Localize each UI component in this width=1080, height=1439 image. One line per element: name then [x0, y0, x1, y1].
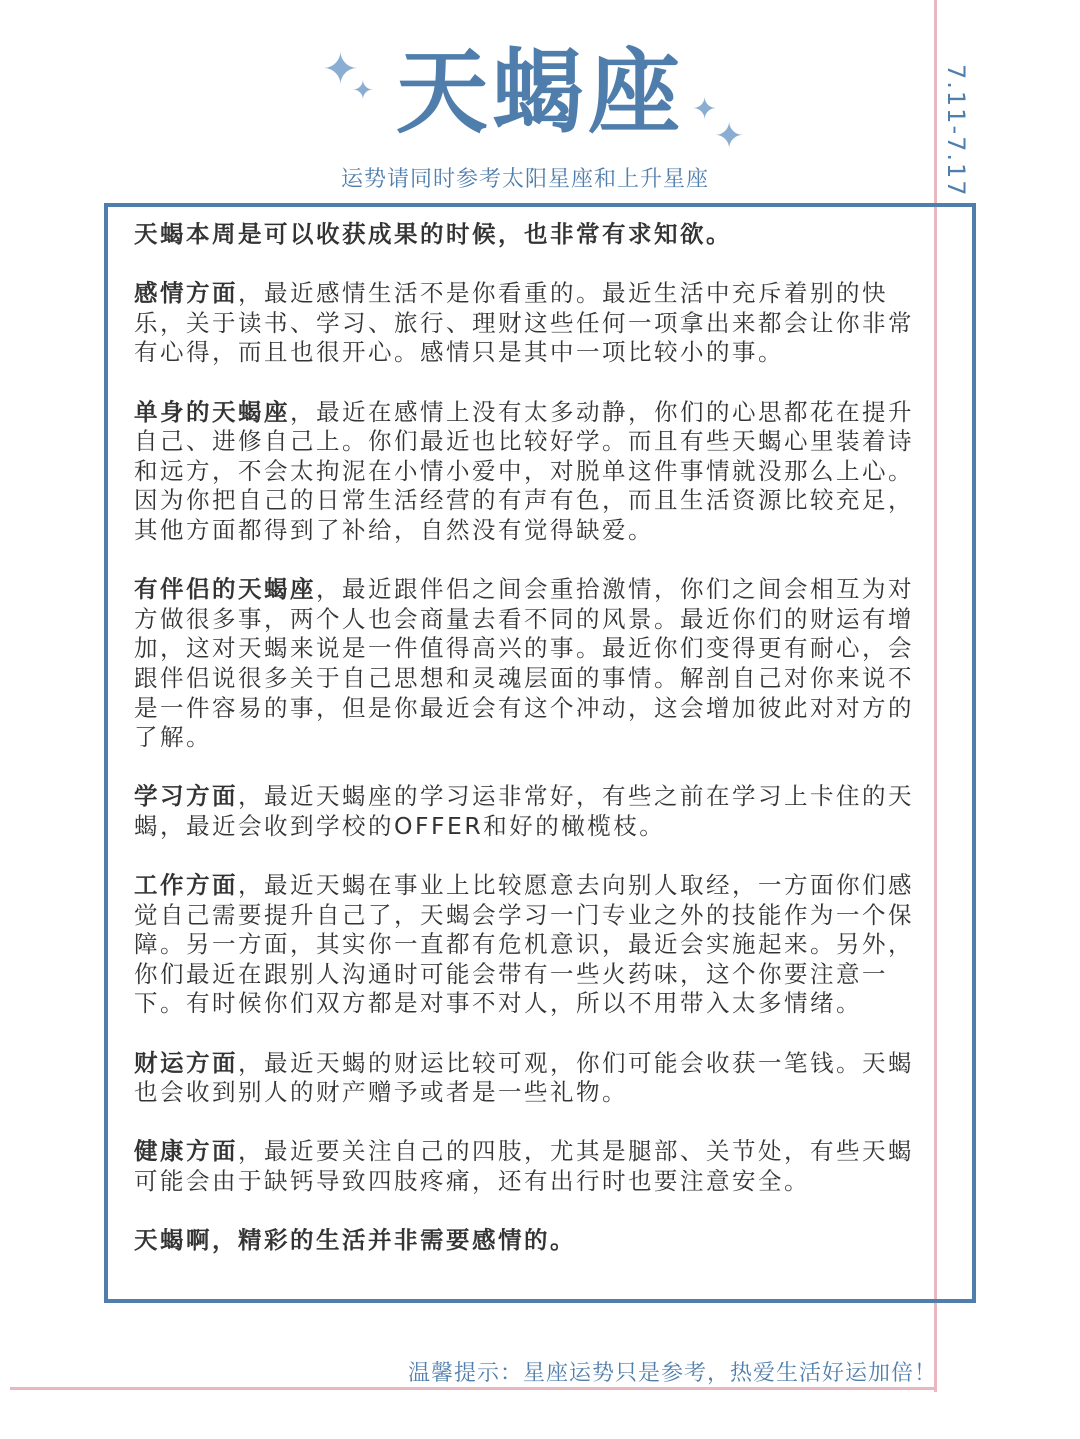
section-label: 财运方面	[134, 1048, 238, 1077]
section-work	[134, 871, 914, 1019]
footer-tip: 温馨提示：星座运势只是参考，热爱生活好运加倍！	[408, 1361, 938, 1386]
section-label: 感情方面	[134, 279, 238, 308]
section-love	[134, 279, 914, 368]
section-label: 单身的天蝎座	[134, 397, 290, 426]
section-text: ，最近天蝎座的学习运非常好，有些之前在学习上卡住的天蝎，最近会收到学校的OFFER和好的橄榄枝。	[134, 782, 914, 840]
section-text: ，最近要关注自己的四肢，尤其是腿部、关节处，有些天蝎可能会由于缺钙导致四肢疼痛，还有出行时也要注意安全。	[134, 1137, 914, 1195]
section-label: 工作方面	[134, 871, 238, 900]
section-text: ，最近感情生活不是你看重的。最近生活中充斥着别的快乐，关于读书、学习、旅行、理财这些任何一项拿出来都会让你非常有心得，而且也很开心。感情只是其中一项比较小的事。	[134, 279, 914, 367]
section-wealth	[134, 1049, 914, 1108]
section-label: 有伴侣的天蝎座	[134, 575, 316, 604]
section-text: ，最近跟伴侣之间会重拾激情，你们之间会相互为对方做很多事，两个人也会商量去看不同的风景。最近你们的财运有增加，这对天蝎来说是一件值得高兴的事。最近你们变得更有耐心，会跟伴侣说很多关于自己思想和灵魂层面的事情。解剖自己对你来说不是一件容易的事，但是你最近会有这个冲动，这会增加彼此对对方的了解。	[134, 575, 914, 752]
section-health	[134, 1137, 914, 1196]
sparkle-icon: ✦	[714, 116, 745, 157]
section-text: ，最近天蝎在事业上比较愿意去向别人取经，一方面你们感觉自己需要提升自己了，天蝎会学习一门专业之外的技能作为一个保障。另一方面，其实你一直都有危机意识，最近会实施起来。另外，你们最近在跟别人沟通时可能会带有一些火药味，这个你要注意一下。有时候你们双方都是对事不对人，所以不用带入太多情绪。	[134, 871, 914, 1018]
section-text: ，最近在感情上没有太多动静，你们的心思都花在提升自己、进修自己上。你们最近也比较好学。而且有些天蝎心里装着诗和远方，不会太拘泥在小情小爱中，对脱单这件事情就没那么上心。因为你把自己的日常生活经营的有声有色，而且生活资源比较充足，其他方面都得到了补给，自然没有觉得缺爱。	[134, 397, 914, 544]
horoscope-content	[134, 220, 914, 1256]
intro-text: 天蝎本周是可以收获成果的时候，也非常有求知欲。	[134, 220, 732, 248]
date-range: 7.11-7.17	[942, 64, 970, 198]
section-study	[134, 782, 914, 841]
section-single	[134, 398, 914, 546]
section-partnered	[134, 575, 914, 753]
section-label: 健康方面	[134, 1137, 238, 1166]
subtitle: 运势请同时参考太阳星座和上升星座	[340, 167, 709, 192]
page-title: 天蝎座	[395, 39, 684, 146]
section-text: ，最近天蝎的财运比较可观，你们可能会收获一笔钱。天蝎也会收到别人的财产赠予或者是一些礼物。	[134, 1048, 914, 1107]
pink-horizontal-line	[10, 1387, 937, 1390]
closing-text: 天蝎啊，精彩的生活并非需要感情的。	[134, 1226, 576, 1255]
sparkle-icon: ✦	[692, 92, 718, 127]
sparkle-icon: ✦	[322, 44, 359, 95]
section-label: 学习方面	[134, 782, 238, 811]
sparkle-icon: ✦	[352, 76, 374, 106]
